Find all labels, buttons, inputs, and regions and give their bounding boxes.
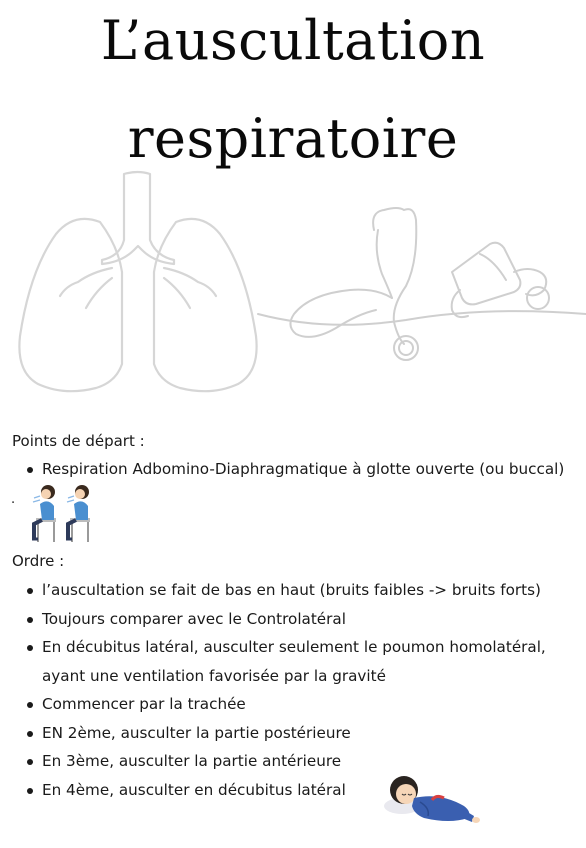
list-item-text: Toujours comparer avec le Controlatéral <box>42 609 346 628</box>
list-item <box>0 605 546 634</box>
list-item-text: En 4ème, ausculter en décubitus latéral <box>42 780 346 799</box>
list-item-text-continued: ayant une ventilation favorisée par la gravité <box>42 666 386 685</box>
list-item <box>0 690 546 719</box>
lungs-icon <box>16 168 260 396</box>
depart-label: Points de départ : <box>12 432 145 450</box>
lying-child-icon <box>380 772 480 828</box>
list-item <box>0 633 546 690</box>
depart-list <box>0 455 564 484</box>
stethoscope-icon <box>256 202 586 370</box>
list-item-text: Respiration Adbomino-Diaphragmatique à glotte ouverte (ou buccal) <box>42 460 565 478</box>
list-item-text: En décubitus latéral, ausculter seulement le poumon homolatéral, <box>42 638 546 656</box>
list-item-text: En 3ème, ausculter la partie antérieure <box>42 752 342 770</box>
list-item <box>0 455 564 484</box>
list-item <box>0 719 546 748</box>
ordre-label: Ordre : <box>12 552 65 570</box>
list-item-text: l’auscultation se fait de bas en haut (bruits faibles -> bruits forts) <box>42 581 541 599</box>
stray-dot: . <box>11 492 16 507</box>
seated-patients-icon <box>30 484 96 544</box>
list-item-text: EN 2ème, ausculter la partie postérieure <box>42 723 351 742</box>
page-title-line-2: respiratoire <box>127 107 459 170</box>
page-title-line-1: L’auscultation <box>100 9 486 72</box>
ordre-list <box>0 576 546 804</box>
list-item-text: Commencer par la trachée <box>42 695 246 713</box>
list-item <box>0 576 546 605</box>
